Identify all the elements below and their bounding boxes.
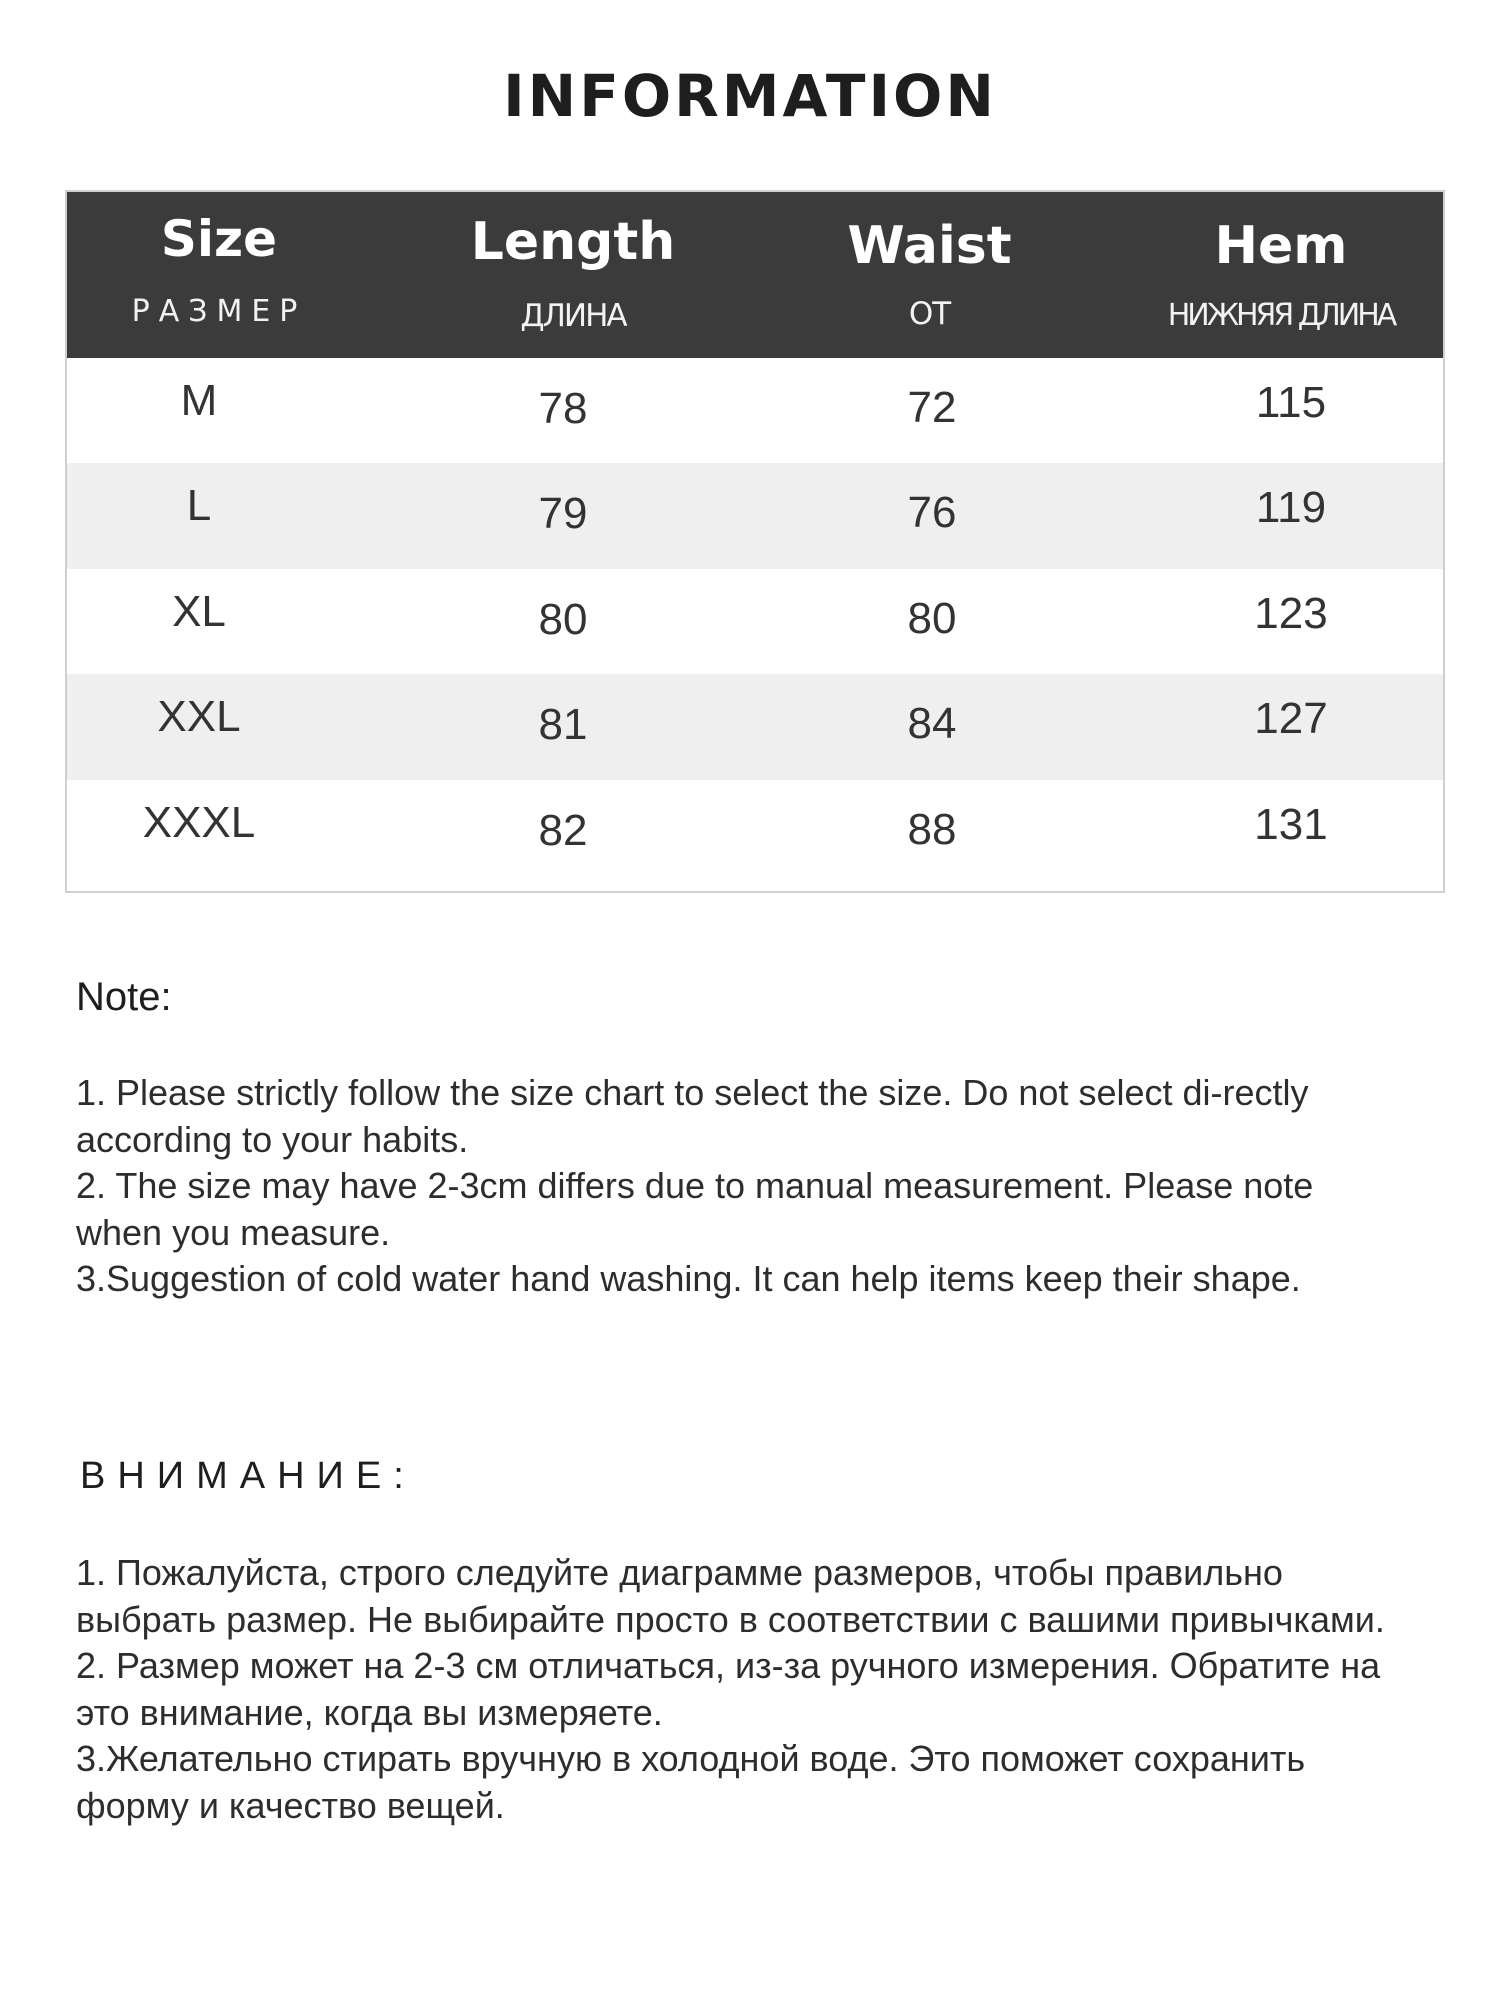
cell-size: M xyxy=(180,376,218,425)
note-item: 2. The size may have 2-3cm differs due to manual measurement. Please note when you measure. xyxy=(76,1165,1314,1253)
note-list xyxy=(76,1070,1396,1303)
cell-waist: 76 xyxy=(907,488,957,538)
table-row xyxy=(67,780,1443,885)
cell-size: XXXL xyxy=(142,797,256,847)
header-label: Length xyxy=(470,212,676,272)
cell-hem: 123 xyxy=(1254,588,1328,638)
header-sublabel: ОТ xyxy=(908,296,951,332)
header-label: Hem xyxy=(1214,216,1348,276)
cell-length: 81 xyxy=(538,700,588,750)
header-size xyxy=(67,192,411,358)
header-sublabel: НИЖНЯЯ ДЛИНА xyxy=(1167,298,1395,333)
page-title: INFORMATION xyxy=(503,62,997,130)
cell-size: XXL xyxy=(157,692,241,742)
cell-length: 80 xyxy=(538,594,588,644)
note-heading: Note: xyxy=(76,975,172,1019)
header-label: Waist xyxy=(847,216,1012,276)
header-sublabel: ДЛИНА xyxy=(520,298,626,334)
table-row xyxy=(67,674,1443,779)
size-table xyxy=(65,190,1445,893)
attention-item: 2. Размер может на 2-3 см отличаться, из-за ручного измерения. Обратите на это внимание, когда вы измеряете. xyxy=(76,1645,1381,1733)
note-item: 3.Suggestion of cold water hand washing. It can help items keep their shape. xyxy=(76,1258,1301,1299)
cell-length: 78 xyxy=(538,384,588,433)
header-label: Size xyxy=(160,210,278,268)
cell-size: XL xyxy=(172,586,226,636)
attention-item: 1. Пожалуйста, строго следуйте диаграмме размеров, чтобы правильно выбрать размер. Не выбирайте просто в соответствии с вашими привычками. xyxy=(76,1552,1385,1640)
attention-heading: ВНИМАНИЕ: xyxy=(80,1455,416,1497)
cell-waist: 80 xyxy=(907,593,957,643)
table-row xyxy=(67,463,1443,568)
table-row xyxy=(67,569,1443,674)
cell-hem: 115 xyxy=(1255,378,1327,427)
cell-waist: 72 xyxy=(907,383,957,432)
table-row xyxy=(67,358,1443,463)
header-hem xyxy=(1099,192,1443,358)
header-sublabel: РАЗМЕР xyxy=(131,294,307,329)
cell-hem: 119 xyxy=(1255,483,1327,533)
note-item: 1. Please strictly follow the size chart to select the size. Do not select di-rectly according to your habits. xyxy=(76,1072,1309,1160)
table-body xyxy=(67,358,1443,885)
cell-hem: 127 xyxy=(1254,694,1328,744)
cell-waist: 88 xyxy=(907,804,957,854)
table-header xyxy=(67,192,1443,358)
attention-item: 3.Желательно стирать вручную в холодной воде. Это поможет сохранить форму и качество вещей. xyxy=(76,1738,1306,1826)
header-length xyxy=(411,192,755,358)
cell-length: 79 xyxy=(538,489,588,539)
cell-waist: 84 xyxy=(907,699,957,749)
cell-size: L xyxy=(186,481,212,531)
header-waist xyxy=(755,192,1099,358)
attention-list xyxy=(76,1550,1416,1829)
cell-length: 82 xyxy=(538,805,588,855)
cell-hem: 131 xyxy=(1254,799,1328,849)
